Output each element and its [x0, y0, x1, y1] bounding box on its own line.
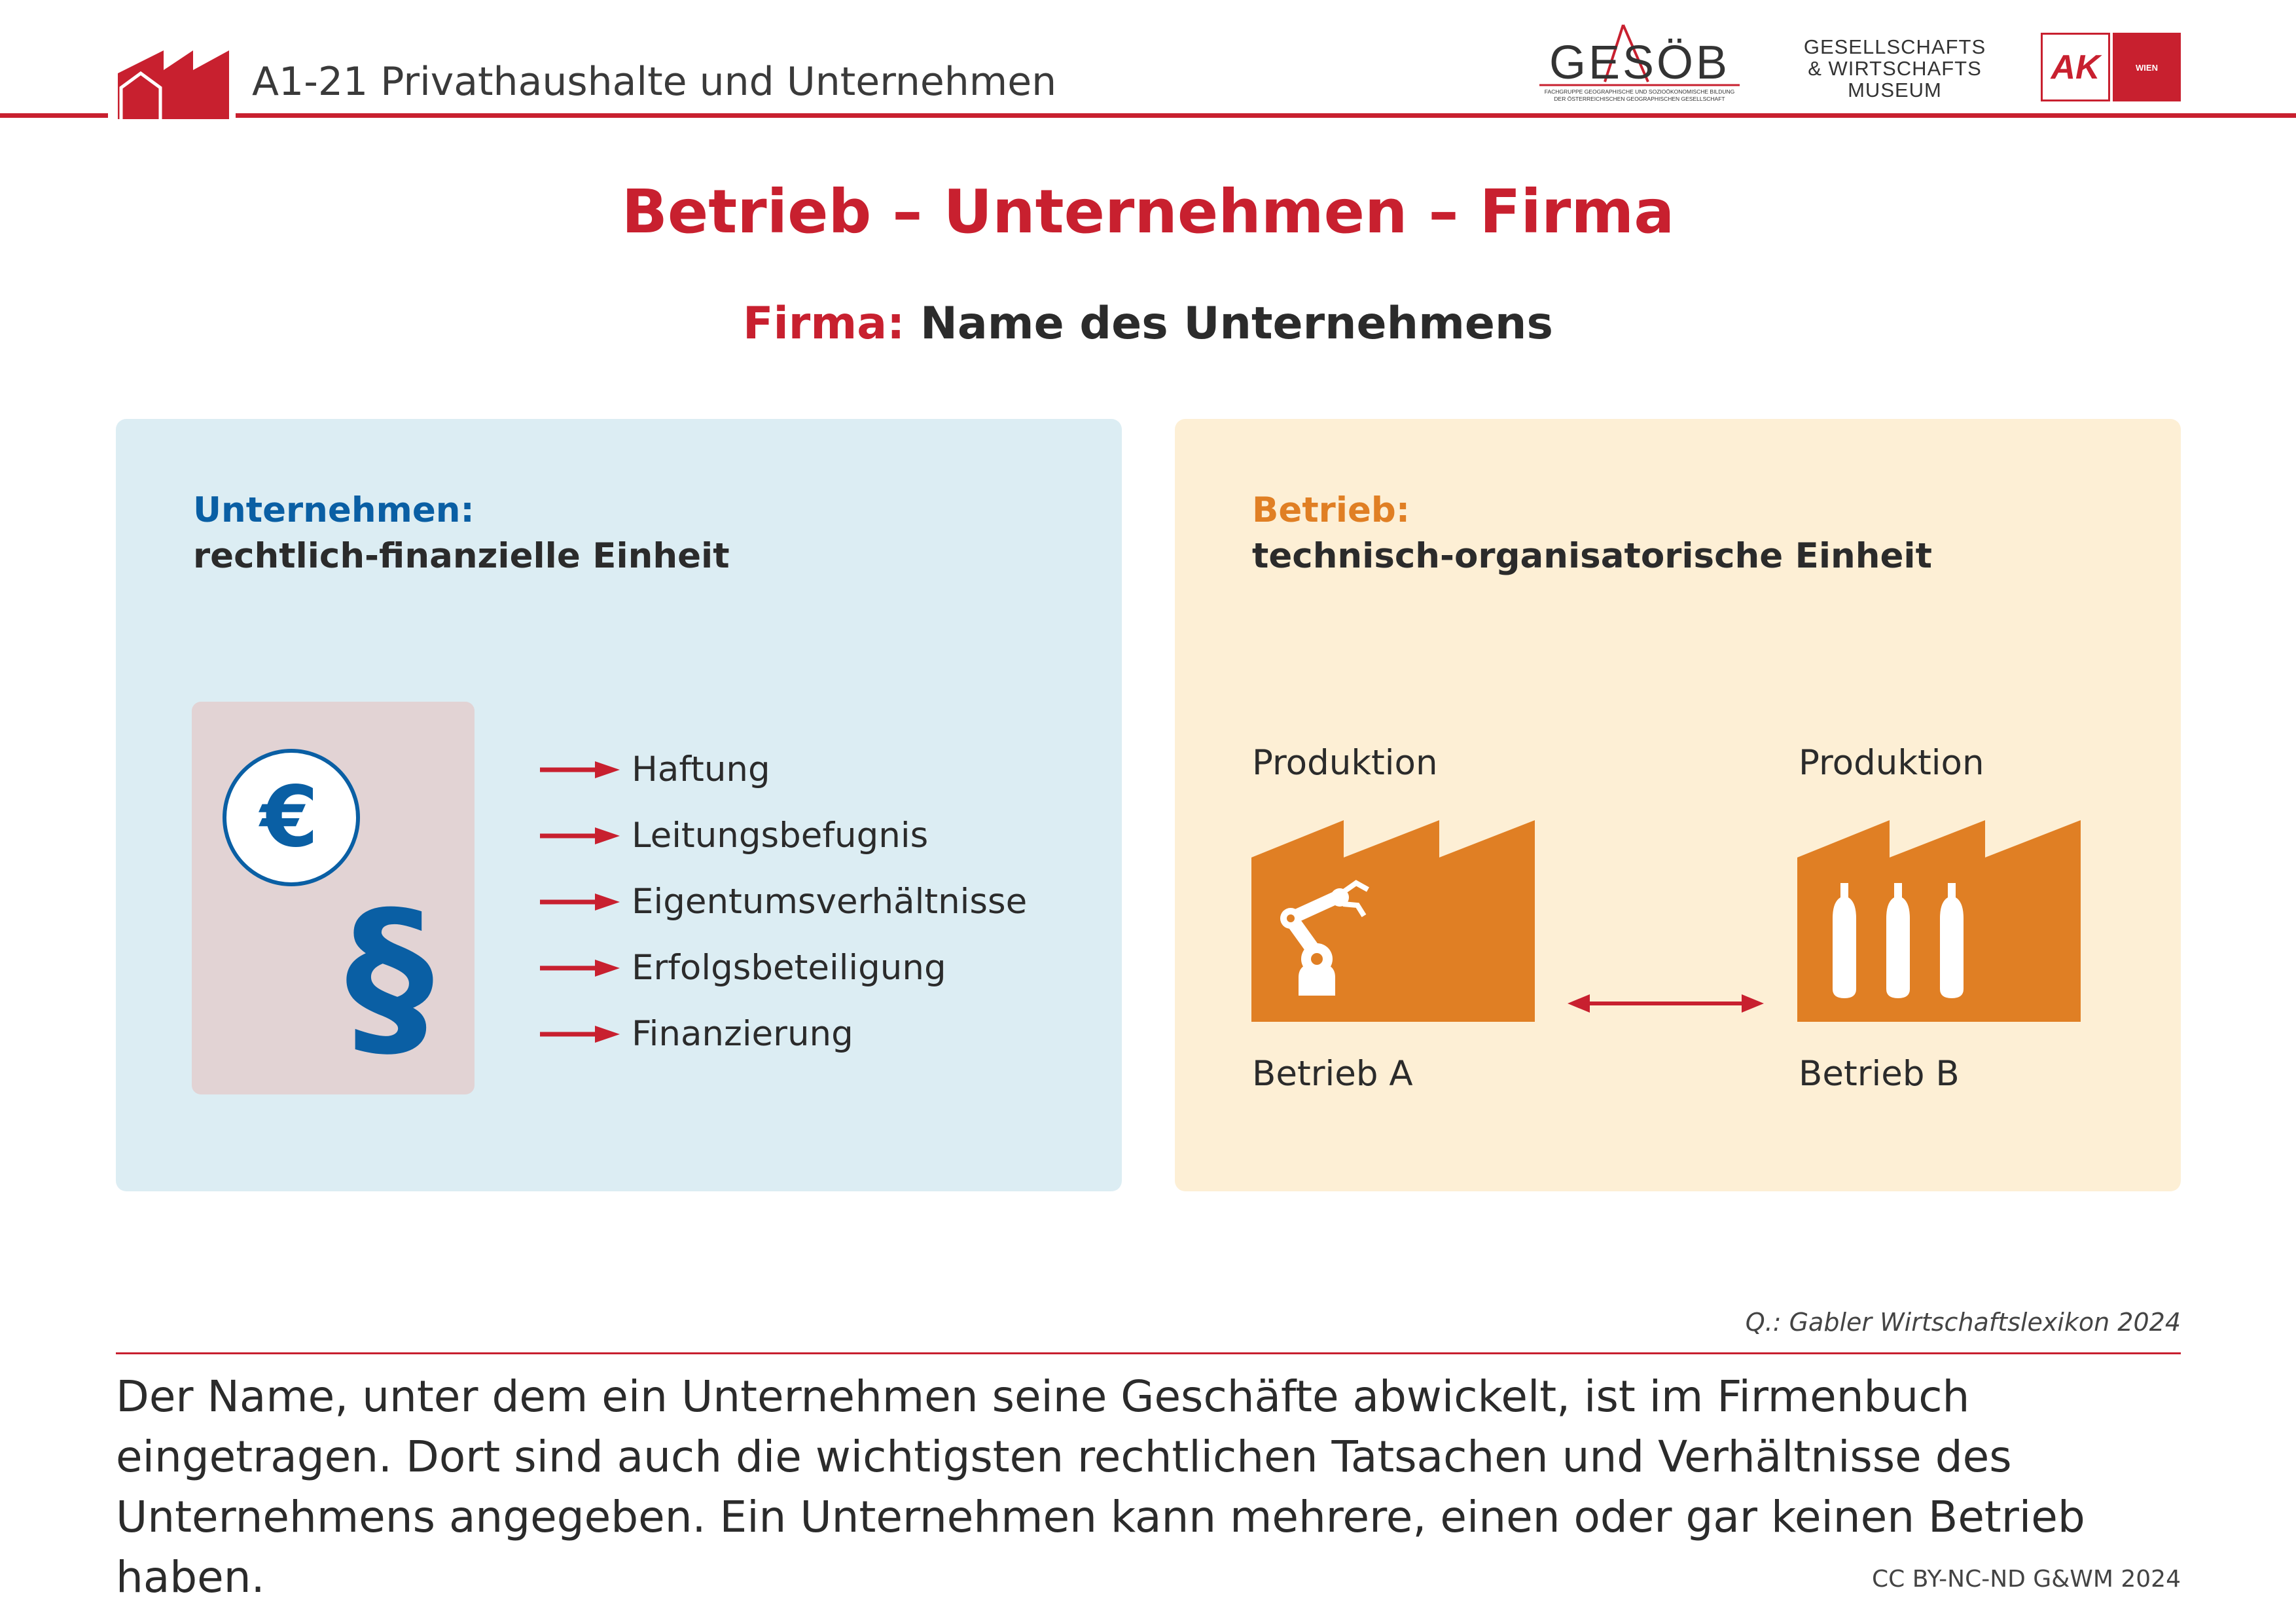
list-item — [540, 935, 1027, 1001]
unternehmen-heading: Unternehmen: — [193, 490, 475, 530]
betrieb-heading: Betrieb: — [1252, 490, 1410, 530]
list-item-label: Finanzierung — [632, 1014, 853, 1054]
list-item — [540, 803, 1027, 869]
gwm-logo — [1793, 36, 1996, 101]
unternehmen-subheading: rechtlich-finanzielle Einheit — [193, 536, 730, 576]
arrow-right-icon — [540, 759, 620, 780]
gwm-logo-line1: GESELLSCHAFTS — [1803, 35, 1986, 58]
factory-a-bottom-label: Betrieb A — [1252, 1054, 1413, 1094]
factory-b-bottom-label: Betrieb B — [1799, 1054, 1960, 1094]
svg-text:§: § — [345, 880, 434, 1064]
list-item-label: Leitungsbefugnis — [632, 816, 929, 856]
ak-logo-mark: AK — [2051, 48, 2100, 86]
subtitle-label: Firma: — [743, 298, 905, 350]
factory-a-icon — [1251, 820, 1535, 1022]
main-title: Betrieb – Unternehmen – Firma — [621, 177, 1675, 247]
arrow-right-icon — [540, 1024, 620, 1045]
arrow-right-icon — [540, 825, 620, 846]
ak-logo-city: WIEN — [2136, 63, 2158, 73]
page-header-title: A1-21 Privathaushalte und Unternehmen — [252, 59, 1057, 105]
list-item-label: Eigentumsverhältnisse — [632, 882, 1028, 922]
footer-rule — [116, 1352, 2181, 1354]
source-citation: Q.: Gabler Wirtschaftslexikon 2024 — [1745, 1308, 2181, 1337]
subtitle — [0, 298, 2296, 350]
gesoeb-tagline-2: DER ÖSTERREICHISCHEN GEOGRAPHISCHEN GESELLSCHAFT — [1554, 96, 1725, 102]
arrow-right-icon — [540, 892, 620, 912]
gesoeb-logo-name: GESÖB — [1549, 37, 1731, 89]
svg-text:€: € — [260, 768, 319, 866]
body-text: Der Name, unter dem ein Unternehmen seine Geschäfte abwickelt, ist im Firmenbuch eingetragen. Dort sind auch die wichtigsten rechtlichen Tatsachen und Verhältnisse des Unternehmens angegeben. Ein Unternehmen kann mehrere, einen oder gar keinen Betrieb haben. — [116, 1371, 2085, 1602]
list-item — [540, 736, 1027, 803]
subtitle-text: Name des Unternehmens — [905, 298, 1553, 350]
factory-a-top-label: Produktion — [1252, 743, 1438, 783]
header-rule-right — [236, 113, 2296, 118]
list-item-label: Erfolgsbeteiligung — [632, 948, 946, 988]
betrieb-subheading: technisch-organisatorische Einheit — [1252, 536, 1932, 576]
ak-wien-logo — [2041, 33, 2181, 101]
double-arrow-icon — [1568, 992, 1764, 1015]
list-item — [540, 869, 1027, 935]
factory-b-icon — [1797, 820, 2081, 1022]
gwm-logo-line3: MUSEUM — [1848, 79, 1942, 101]
list-item — [540, 1001, 1027, 1067]
header-rule-left — [0, 113, 108, 118]
factory-header-icon — [115, 47, 232, 119]
list-item-label: Haftung — [632, 749, 770, 789]
arrow-right-icon — [540, 958, 620, 979]
unternehmen-feature-list — [540, 736, 1027, 1067]
gwm-logo-line2: & WIRTSCHAFTS — [1808, 57, 1982, 80]
euro-icon — [221, 748, 361, 888]
paragraph-icon — [340, 880, 439, 1064]
factory-b-top-label: Produktion — [1799, 743, 1984, 783]
gesoeb-logo — [1532, 20, 1748, 105]
license-note: CC BY-NC-ND G&WM 2024 — [1872, 1566, 2181, 1593]
gesoeb-tagline-1: FACHGRUPPE GEOGRAPHISCHE UND SOZIOÖKONOMISCHE BILDUNG — [1544, 88, 1735, 95]
